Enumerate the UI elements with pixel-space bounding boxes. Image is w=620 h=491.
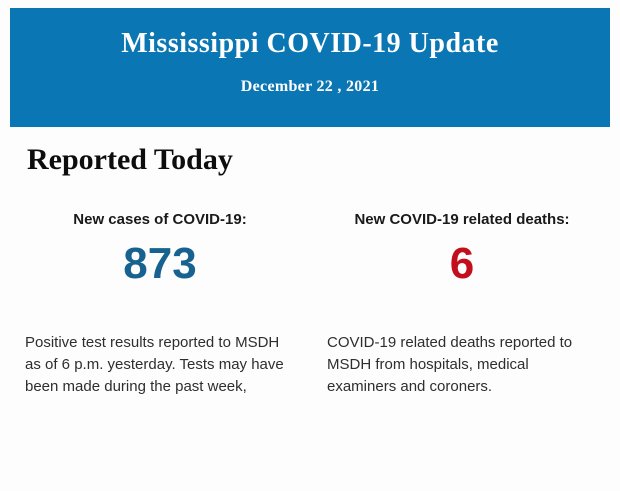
- new-cases-label: New cases of COVID-19:: [73, 210, 247, 228]
- stat-new-cases: [25, 211, 295, 399]
- new-deaths-description: COVID-19 related deaths reported to MSDH from hospitals, medical examiners and coroners.: [327, 333, 573, 395]
- new-deaths-value: 6: [449, 238, 475, 288]
- new-cases-value: 873: [123, 238, 197, 288]
- page-title: Mississippi COVID-19 Update: [121, 28, 499, 59]
- stats-grid: [25, 211, 597, 399]
- section-heading: Reported Today: [27, 143, 233, 176]
- new-deaths-label: New COVID-19 related deaths:: [354, 210, 570, 228]
- header-banner: [10, 8, 610, 127]
- new-cases-description: Positive test results reported to MSDH as of 6 p.m. yesterday. Tests may have been made during the past week,: [25, 333, 284, 395]
- stat-new-deaths: [327, 211, 597, 399]
- header-date: December 22 , 2021: [240, 77, 380, 95]
